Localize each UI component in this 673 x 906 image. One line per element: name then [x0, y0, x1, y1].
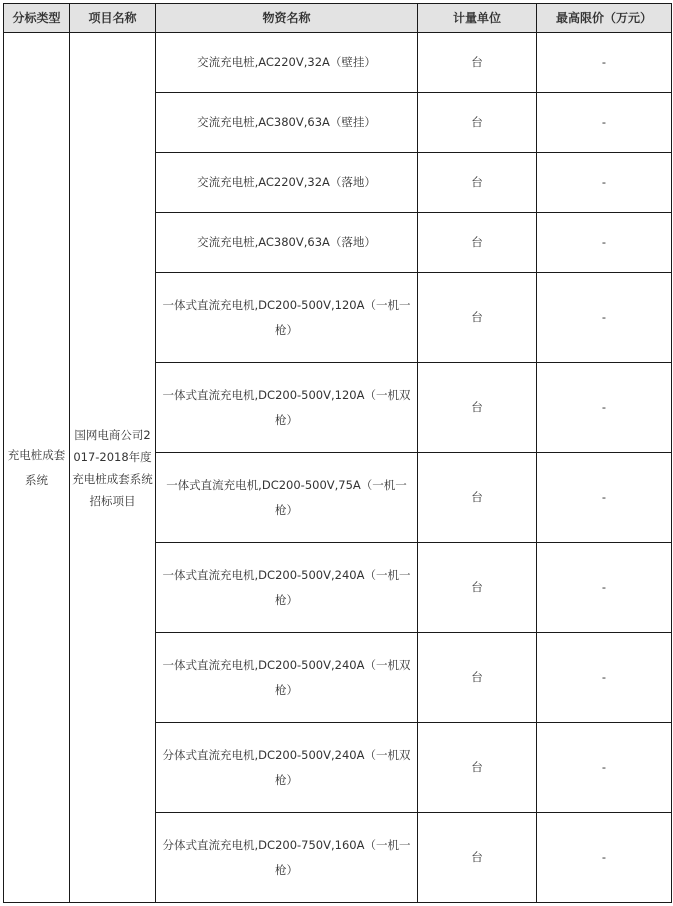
price-cell: -	[537, 33, 672, 93]
unit-cell: 台	[418, 633, 537, 723]
material-cell: 一体式直流充电机,DC200-500V,75A（一机一枪）	[156, 453, 418, 543]
unit-cell: 台	[418, 813, 537, 903]
header-material: 物资名称	[156, 4, 418, 33]
price-cell: -	[537, 633, 672, 723]
price-cell: -	[537, 723, 672, 813]
header-project: 项目名称	[70, 4, 156, 33]
header-category: 分标类型	[4, 4, 70, 33]
unit-cell: 台	[418, 213, 537, 273]
category-cell: 充电桩成套系统	[4, 33, 70, 903]
material-cell: 交流充电桩,AC220V,32A（壁挂）	[156, 33, 418, 93]
procurement-table	[3, 3, 672, 903]
material-cell: 一体式直流充电机,DC200-500V,240A（一机双枪）	[156, 633, 418, 723]
price-cell: -	[537, 153, 672, 213]
header-max-price: 最高限价（万元）	[537, 4, 672, 33]
price-cell: -	[537, 813, 672, 903]
header-unit: 计量单位	[418, 4, 537, 33]
unit-cell: 台	[418, 453, 537, 543]
unit-cell: 台	[418, 33, 537, 93]
unit-cell: 台	[418, 543, 537, 633]
material-cell: 分体式直流充电机,DC200-500V,240A（一机双枪）	[156, 723, 418, 813]
price-cell: -	[537, 273, 672, 363]
project-cell: 国网电商公司2017-2018年度充电桩成套系统招标项目	[70, 33, 156, 903]
material-cell: 交流充电桩,AC220V,32A（落地）	[156, 153, 418, 213]
table-row	[4, 33, 672, 93]
price-cell: -	[537, 543, 672, 633]
price-cell: -	[537, 453, 672, 543]
material-cell: 一体式直流充电机,DC200-500V,240A（一机一枪）	[156, 543, 418, 633]
material-cell: 一体式直流充电机,DC200-500V,120A（一机一枪）	[156, 273, 418, 363]
unit-cell: 台	[418, 93, 537, 153]
material-cell: 一体式直流充电机,DC200-500V,120A（一机双枪）	[156, 363, 418, 453]
unit-cell: 台	[418, 363, 537, 453]
material-cell: 交流充电桩,AC380V,63A（落地）	[156, 213, 418, 273]
unit-cell: 台	[418, 273, 537, 363]
unit-cell: 台	[418, 153, 537, 213]
material-cell: 交流充电桩,AC380V,63A（壁挂）	[156, 93, 418, 153]
unit-cell: 台	[418, 723, 537, 813]
table-header-row	[4, 4, 672, 33]
material-cell: 分体式直流充电机,DC200-750V,160A（一机一枪）	[156, 813, 418, 903]
price-cell: -	[537, 213, 672, 273]
price-cell: -	[537, 93, 672, 153]
price-cell: -	[537, 363, 672, 453]
